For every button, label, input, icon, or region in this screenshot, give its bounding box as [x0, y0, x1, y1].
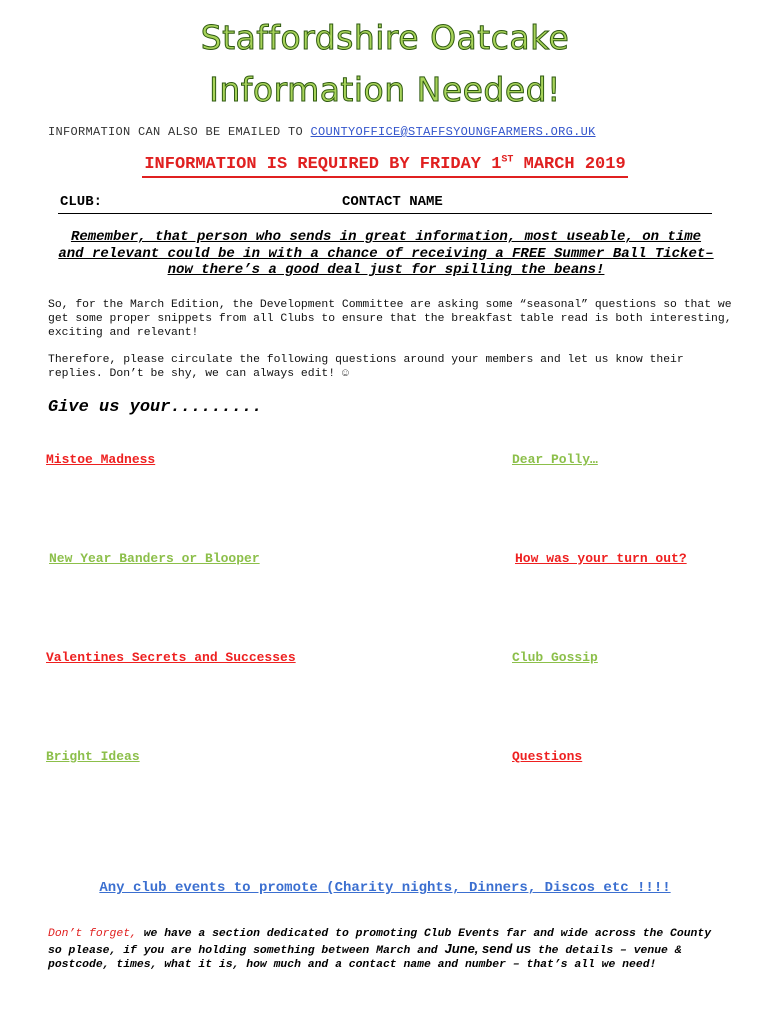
prompt-questions: Questions — [512, 749, 583, 764]
circulate-paragraph: Therefore, please circulate the following questions around your members and let us know their replies. Don’t be shy, we can always edit! ☺ — [48, 354, 684, 380]
email-prefix: INFORMATION CAN ALSO BE EMAILED TO — [48, 125, 311, 139]
prompt-mistoe-madness: Mistoe Madness — [46, 452, 156, 467]
prompt-dear-polly: Dear Polly… — [512, 452, 598, 467]
email-instruction — [48, 125, 596, 139]
prompt-new-year: New Year Banders or Blooper — [49, 551, 260, 566]
club-events-heading: Any club events to promote (Charity nights, Dinners, Discos etc !!!! — [99, 880, 671, 896]
page-title-line-2: Information Needed! — [209, 70, 561, 109]
page-title-line-1: Staffordshire Oatcake — [200, 18, 570, 57]
footer-note — [48, 927, 728, 973]
club-contact-fields — [58, 193, 712, 214]
footer-june-text: June, send us — [444, 940, 532, 956]
prompt-turn-out: How was your turn out? — [515, 551, 687, 566]
footer-text-2: the details – venue & postcode, times, what it is, how much and a contact name and number – that’s all we need! — [48, 944, 682, 971]
give-us-heading: Give us your......... — [48, 398, 263, 417]
email-link[interactable]: COUNTYOFFICE@STAFFSYOUNGFARMERS.ORG.UK — [310, 125, 596, 139]
contact-name-field-label: CONTACT NAME — [342, 194, 443, 210]
prompt-valentines: Valentines Secrets and Successes — [46, 650, 296, 665]
intro-paragraph: So, for the March Edition, the Development Committee are asking some “seasonal” questions so that we get some proper snippets from all Clubs to ensure that the breakfast table read is both interesting, exciting and relevant! — [48, 299, 732, 339]
deadline-text: INFORMATION IS REQUIRED BY FRIDAY 1 — [144, 154, 502, 174]
club-field-label: CLUB: — [60, 194, 103, 210]
deadline-ordinal: ST — [501, 154, 514, 165]
deadline-notice — [0, 154, 770, 174]
prompt-club-gossip: Club Gossip — [512, 650, 598, 665]
prompt-bright-ideas: Bright Ideas — [46, 749, 140, 764]
deadline-suffix: MARCH 2019 — [513, 154, 626, 174]
remember-notice: Remember, that person who sends in great information, most useable, on time and relevant could be in with a chance of receiving a FREE Summer Ball Ticket– now there’s a good deal just for spilling the beans! — [58, 229, 714, 278]
footer-text-1: we have a section dedicated to promoting Club Events far and wide across the County so please, if you are holding something between March and — [48, 928, 712, 957]
dont-forget-text: Don’t forget, — [48, 928, 137, 940]
